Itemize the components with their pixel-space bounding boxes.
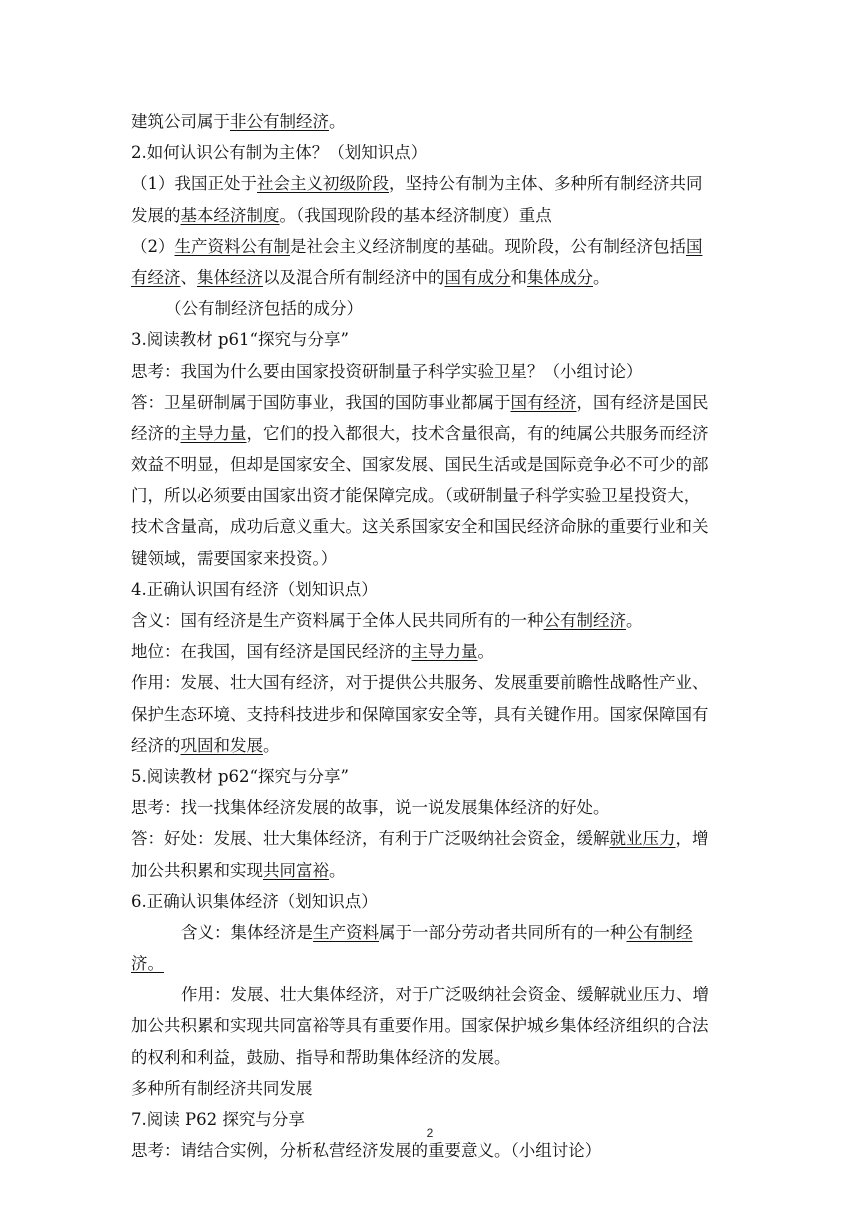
underlined-term: 巩固和发展 <box>180 735 263 755</box>
text-line <box>131 168 731 199</box>
text-line <box>131 917 731 948</box>
text-segment: 。 <box>329 860 346 880</box>
text-segment: 门，所以必须要由国家出资才能保障完成。（或研制量子科学实验卫星投资大， <box>131 486 701 506</box>
text-line <box>131 605 731 636</box>
text-line <box>131 636 731 667</box>
text-line <box>131 699 731 730</box>
underlined-term: 国 <box>686 236 703 256</box>
text-line <box>131 387 731 418</box>
text-line <box>131 667 731 698</box>
text-segment: 7.阅读 P62 探究与分享 <box>131 1110 305 1129</box>
text-segment: 5.阅读教材 p62“探究与分享” <box>131 766 349 786</box>
text-segment: 。 <box>626 611 643 630</box>
text-segment: 发展的 <box>131 205 181 225</box>
text-line <box>131 418 731 449</box>
underlined-term: 集体成分 <box>527 267 593 287</box>
text-line <box>131 231 731 262</box>
text-segment: 作用：发展、壮大集体经济，对于广泛吸纳社会资金、缓解就业压力、增 <box>181 985 709 1005</box>
text-segment: 含义：集体经济是 <box>181 922 313 942</box>
text-line <box>131 200 731 231</box>
text-line <box>131 574 731 605</box>
text-segment: 3.阅读教材 p61“探究与分享” <box>131 330 349 350</box>
text-line <box>131 106 731 137</box>
text-line <box>131 262 731 293</box>
text-segment: 作用：发展、壮大国有经济，对于提供公共服务、发展重要前瞻性战略性产业、 <box>131 673 709 693</box>
text-line <box>131 1042 731 1073</box>
underlined-term: 生产资料 <box>313 922 379 942</box>
text-segment: ，增 <box>675 829 709 849</box>
text-segment: 加公共积累和实现 <box>131 860 263 880</box>
text-segment: ，国有经济是国民 <box>576 392 709 412</box>
text-segment: 地位：在我国，国有经济是国民经济的 <box>131 642 412 662</box>
underlined-term: 生产资料公有制 <box>174 236 290 256</box>
text-segment: 答：好处：发展、壮大集体经济，有利于广泛吸纳社会资金，缓解 <box>131 829 610 849</box>
text-line <box>131 948 731 979</box>
text-line <box>131 543 731 574</box>
underlined-term: 就业压力 <box>609 829 676 849</box>
underlined-term: 共同富裕 <box>263 860 329 880</box>
text-line <box>131 137 731 168</box>
underlined-term: 主导力量 <box>180 423 247 443</box>
underlined-term: 基本经济制度 <box>180 205 280 225</box>
text-segment: 2.如何认识公有制为主体？（划知识点） <box>131 143 428 163</box>
text-segment: 经济的 <box>131 423 181 443</box>
text-segment: 属于一部分劳动者共同所有的一种 <box>379 922 627 942</box>
page-number: 2 <box>426 1126 434 1140</box>
text-segment: ，它们的投入都很大，技术含量很高，有的纯属公共服务而经济 <box>246 423 709 443</box>
underlined-term: 非公有制经济 <box>230 112 329 131</box>
text-segment: （1）我国正处于 <box>131 174 257 194</box>
text-segment: 。 <box>329 112 346 131</box>
text-segment: （2） <box>131 236 175 256</box>
text-segment: 保护生态环境、支持科技进步和保障国家安全等，具有关键作用。国家保障国有 <box>131 704 709 724</box>
underlined-term: 集体经济 <box>197 267 263 287</box>
text-line <box>131 511 731 542</box>
text-segment: 思考：请结合实例，分析私营经济发展的重要意义。（小组讨论） <box>131 1141 602 1161</box>
text-segment: 。 <box>593 267 610 287</box>
text-line <box>131 449 731 480</box>
text-segment: （公有制经济包括的成分） <box>165 299 363 319</box>
text-segment: 4.正确认识国有经济（划知识点） <box>131 579 378 599</box>
text-segment: 建筑公司属于 <box>131 112 230 131</box>
text-segment: 键领域，需要国家来投资。） <box>131 548 338 568</box>
text-segment: 。 <box>263 735 280 755</box>
text-segment: 、 <box>180 267 197 287</box>
text-line <box>131 979 731 1010</box>
text-segment: 的权利和利益，鼓励、指导和帮助集体经济的发展。 <box>131 1047 511 1067</box>
underlined-term: 国有经济 <box>510 392 577 412</box>
underlined-term: 公有制经 <box>626 922 693 942</box>
text-segment: 思考：找一找集体经济发展的故事，说一说发展集体经济的好处。 <box>131 798 610 818</box>
underlined-term: 公有制经济 <box>543 611 626 630</box>
text-line <box>131 792 731 823</box>
text-line <box>131 1010 731 1041</box>
text-segment: 是社会主义经济制度的基础。现阶段，公有制经济包括 <box>290 236 686 256</box>
text-segment: 。 <box>477 642 494 662</box>
text-segment: 6.正确认识集体经济（划知识点） <box>131 891 378 911</box>
text-segment: 加公共积累和实现共同富裕等具有重要作用。国家保护城乡集体经济组织的合法 <box>131 1016 709 1036</box>
text-line <box>131 1073 731 1104</box>
text-segment: 和 <box>510 267 527 287</box>
text-line <box>131 855 731 886</box>
text-line <box>131 356 731 387</box>
document-body <box>131 106 731 1166</box>
underlined-term: 有经济 <box>131 267 181 287</box>
text-line <box>131 823 731 854</box>
text-line <box>131 886 731 917</box>
underlined-term: 济。 <box>131 954 164 974</box>
text-segment: 经济的 <box>131 735 181 755</box>
text-segment: 。（我国现阶段的基本经济制度）重点 <box>279 205 552 225</box>
text-line <box>131 293 731 324</box>
text-line <box>131 324 731 355</box>
text-segment: 多种所有制经济共同发展 <box>131 1078 313 1098</box>
text-line <box>131 730 731 761</box>
text-segment: 思考：我国为什么要由国家投资研制量子科学实验卫星？（小组讨论） <box>131 361 643 381</box>
underlined-term: 社会主义初级阶段 <box>257 174 389 194</box>
text-segment: 以及混合所有制经济中的 <box>263 267 445 287</box>
text-segment: ，坚持公有制为主体、多种所有制经济共同 <box>389 174 703 194</box>
text-line <box>131 761 731 792</box>
text-segment: 效益不明显，但却是国家安全、国家发展、国民生活或是国际竞争必不可少的部 <box>131 455 709 475</box>
text-line <box>131 480 731 511</box>
text-segment: 含义：国有经济是生产资料属于全体人民共同所有的一种 <box>131 611 544 630</box>
text-segment: 答：卫星研制属于国防事业，我国的国防事业都属于 <box>131 392 511 412</box>
underlined-term: 主导力量 <box>411 642 478 662</box>
underlined-term: 国有成分 <box>444 267 511 287</box>
text-segment: 技术含量高，成功后意义重大。这关系国家安全和国民经济命脉的重要行业和关 <box>131 517 709 537</box>
